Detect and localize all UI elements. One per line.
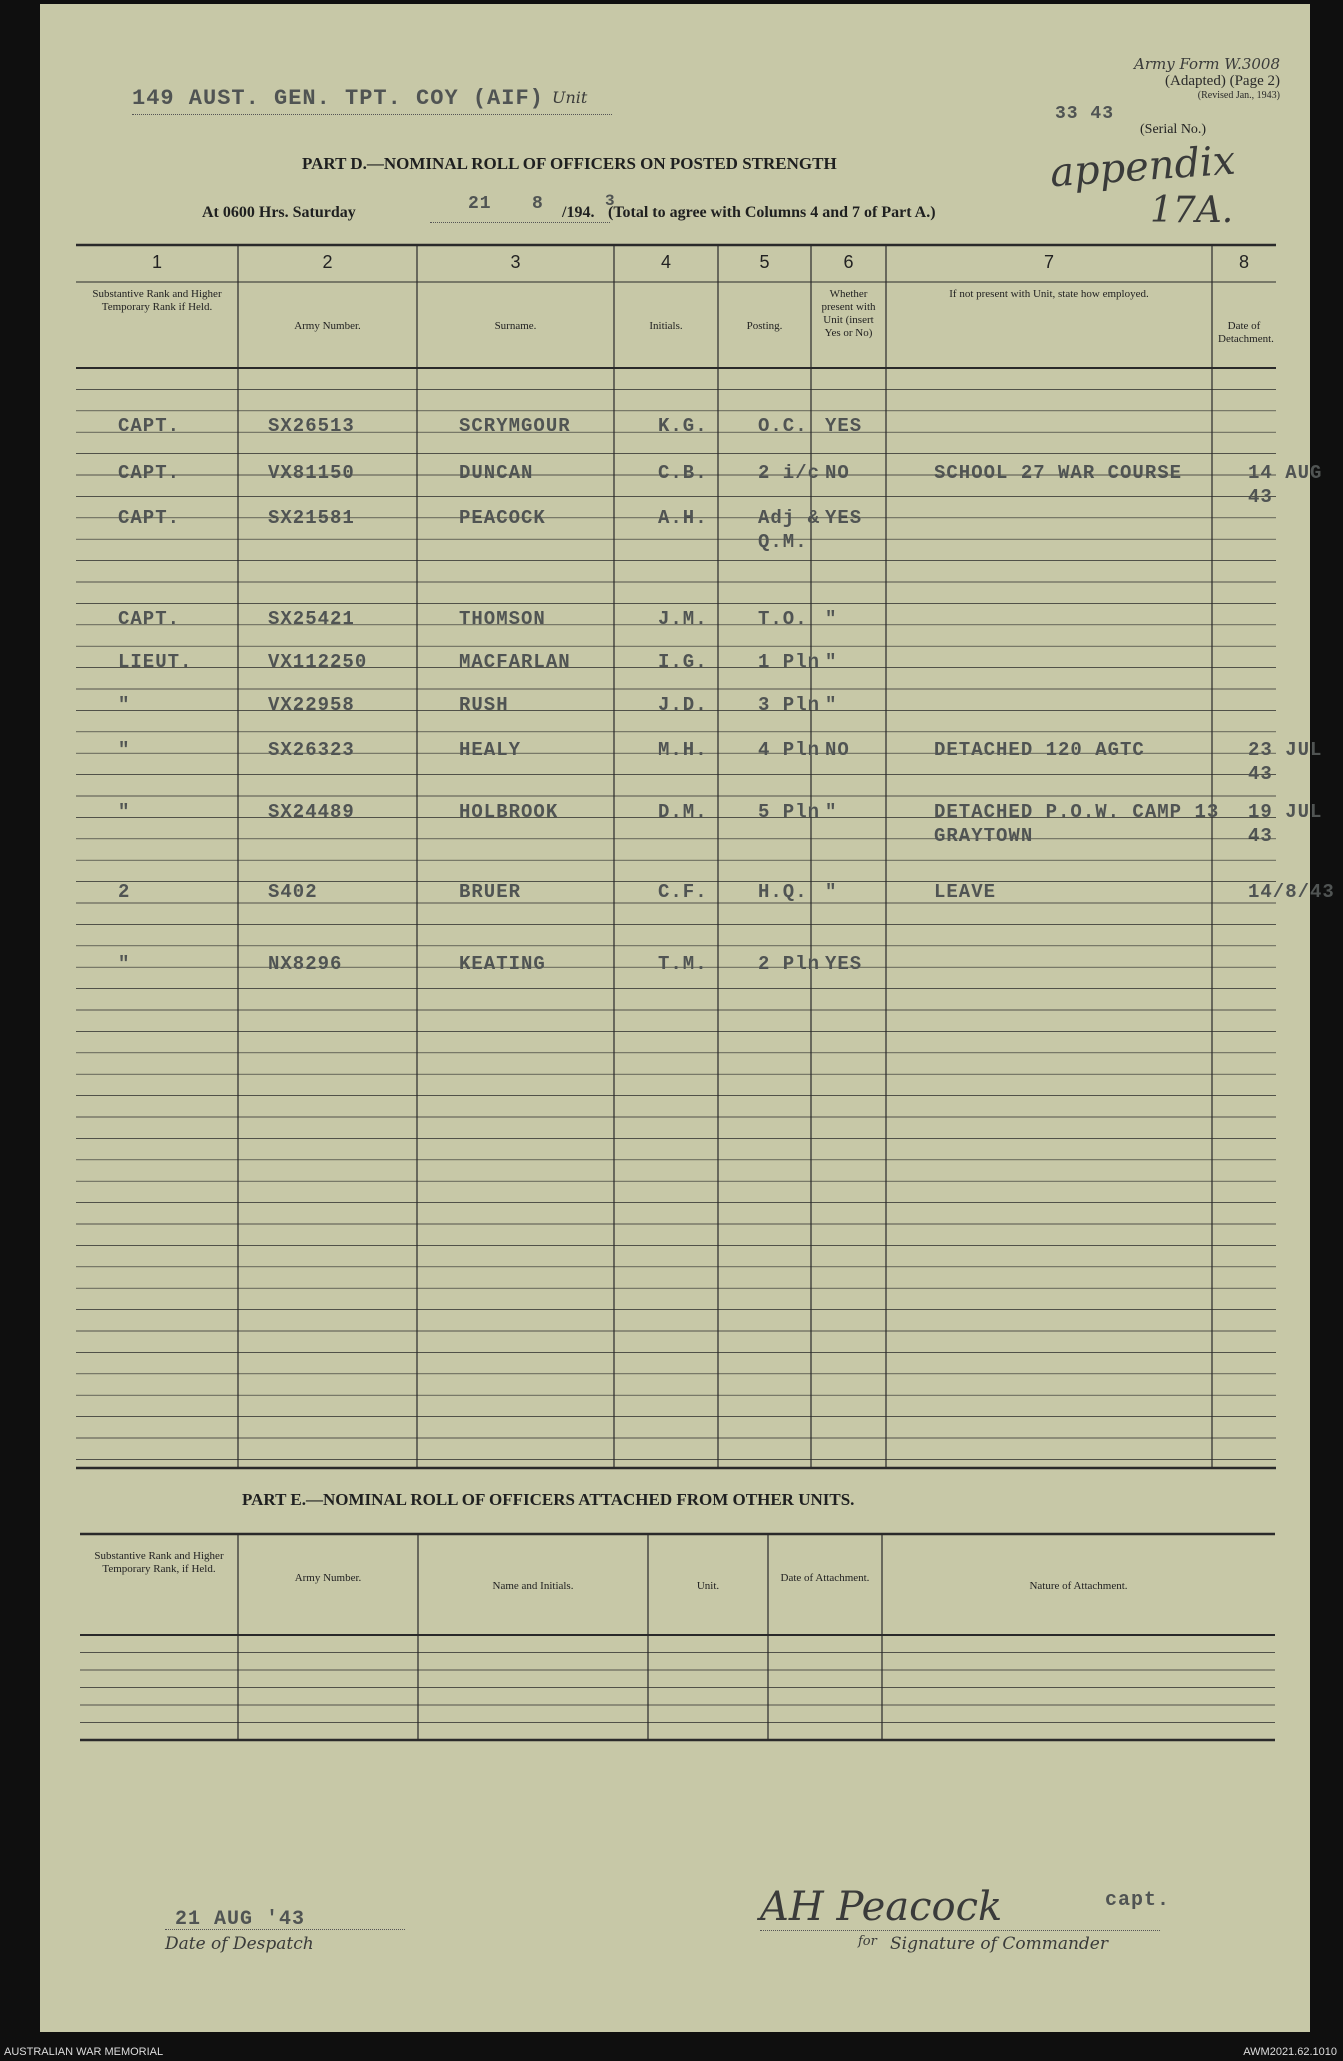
roll-cell-number: SX21581	[268, 507, 355, 529]
column-number: 3	[510, 252, 521, 272]
column-number: 6	[843, 252, 854, 272]
roll-cell-surname: HEALY	[459, 739, 522, 761]
signature-rank: capt.	[1105, 1889, 1171, 1912]
handwritten-ref: 17A.	[1150, 190, 1234, 231]
roll-cell-present: NO	[825, 739, 850, 761]
roll-cell-posting: 2 i/c	[758, 462, 821, 484]
roll-cell-posting: O.C.	[758, 415, 808, 437]
roll-cell-initials: T.M.	[658, 953, 708, 975]
roll-cell-employed: DETACHED P.O.W. CAMP 13 GRAYTOWN	[934, 801, 1220, 847]
handwritten-appendix: appendix	[1048, 137, 1237, 197]
roll-cell-posting: Adj & Q.M.	[758, 507, 821, 553]
part-e-column-header: Name and Initials.	[492, 1580, 574, 1592]
roll-cell-initials: M.H.	[658, 739, 708, 761]
roll-cell-rank: CAPT.	[118, 608, 181, 630]
roll-cell-number: SX25421	[268, 608, 355, 630]
roll-cell-posting: 1 Pln	[758, 651, 821, 673]
despatch-date: 21 AUG '43	[175, 1908, 306, 1931]
roll-cell-number: SX26513	[268, 415, 355, 437]
roll-cell-surname: MACFARLAN	[459, 651, 571, 673]
roll-cell-initials: I.G.	[658, 651, 708, 673]
part-e-table	[80, 1532, 1275, 1742]
roll-cell-surname: HOLBROOK	[459, 801, 559, 823]
roll-cell-date: 19 JUL 43	[1248, 801, 1323, 847]
roll-cell-posting: H.Q.	[758, 881, 808, 903]
part-d-title: PART D.—NOMINAL ROLL OF OFFICERS ON POSTED STRENGTH	[302, 154, 837, 173]
roll-cell-rank: "	[118, 694, 131, 716]
roll-cell-initials: J.D.	[658, 694, 708, 716]
roll-cell-posting: 3 Pln	[758, 694, 821, 716]
roll-cell-rank: "	[118, 953, 131, 975]
roll-cell-number: VX22958	[268, 694, 355, 716]
roll-cell-initials: C.F.	[658, 881, 708, 903]
roll-cell-posting: 2 Pln	[758, 953, 821, 975]
column-number: 2	[322, 252, 333, 272]
roll-cell-employed: SCHOOL 27 WAR COURSE	[934, 462, 1183, 484]
roll-cell-initials: K.G.	[658, 415, 708, 437]
roll-cell-surname: KEATING	[459, 953, 546, 975]
unit-underline	[132, 114, 612, 115]
form-adapted: (Adapted) (Page 2)	[1165, 73, 1280, 89]
roll-cell-number: S402	[268, 881, 318, 903]
roll-cell-present: YES	[825, 507, 863, 529]
roll-cell-initials: J.M.	[658, 608, 708, 630]
at-label: At 0600 Hrs. Saturday	[202, 204, 356, 221]
roll-cell-posting: 5 Pln	[758, 801, 821, 823]
roll-cell-present: YES	[825, 953, 863, 975]
roll-cell-present: "	[825, 801, 838, 823]
roll-cell-date: 14 AUG 43	[1248, 462, 1323, 508]
roll-cell-date: 14/8/43	[1248, 881, 1335, 903]
roll-cell-surname: SCRYMGOUR	[459, 415, 571, 437]
part-e-column-header: Date of Attachment.	[780, 1572, 870, 1584]
column-header: Whether present with Unit (insert Yes or No)	[821, 288, 876, 339]
roll-cell-rank: CAPT.	[118, 415, 181, 437]
archive-right: AWM2021.62.1010	[1243, 2046, 1337, 2058]
part-e-column-header: Nature of Attachment.	[1029, 1580, 1128, 1592]
roll-cell-rank: 2	[118, 881, 131, 903]
column-number: 5	[759, 252, 770, 272]
roll-cell-rank: LIEUT.	[118, 651, 193, 673]
roll-cell-posting: T.O.	[758, 608, 808, 630]
column-header: Substantive Rank and Higher Temporary Rank if Held.	[92, 288, 222, 313]
column-header: Initials.	[649, 320, 683, 332]
roll-cell-initials: A.H.	[658, 507, 708, 529]
part-e-column-header: Substantive Rank and Higher Temporary Rank, if Held.	[94, 1550, 224, 1575]
column-number: 4	[660, 252, 671, 272]
date-underline	[430, 222, 610, 223]
total-note: (Total to agree with Columns 4 and 7 of Part A.)	[608, 204, 936, 221]
date-day: 21	[468, 194, 492, 214]
roll-cell-initials: D.M.	[658, 801, 708, 823]
column-header: Army Number.	[294, 320, 361, 332]
archive-footer	[0, 2032, 1343, 2061]
archive-left: AUSTRALIAN WAR MEMORIAL	[4, 2046, 164, 2058]
column-header: Date of Detachment.	[1218, 320, 1274, 345]
part-d-table	[76, 242, 1335, 1470]
roll-cell-surname: DUNCAN	[459, 462, 534, 484]
date-year-label: /194.	[562, 204, 595, 221]
roll-cell-employed: DETACHED 120 AGTC	[934, 739, 1145, 761]
unit-label: Unit	[552, 88, 588, 107]
roll-cell-number: SX24489	[268, 801, 355, 823]
form-sheet	[40, 4, 1335, 2032]
roll-cell-rank: CAPT.	[118, 507, 181, 529]
part-e-grid	[80, 1532, 1275, 1742]
signature-prefix: for	[858, 1934, 877, 1949]
roll-cell-posting: 4 Pln	[758, 739, 821, 761]
form-info	[1030, 56, 1280, 102]
form-name: Army Form W.3008	[1134, 55, 1280, 73]
commander-signature: AH Peacock	[760, 1884, 1003, 1930]
roll-cell-number: VX81150	[268, 462, 355, 484]
roll-cell-number: NX8296	[268, 953, 343, 975]
roll-cell-surname: PEACOCK	[459, 507, 546, 529]
unit-name: 149 AUST. GEN. TPT. COY (AIF)	[132, 86, 544, 111]
roll-cell-surname: THOMSON	[459, 608, 546, 630]
column-header: Surname.	[494, 320, 537, 332]
roll-cell-surname: BRUER	[459, 881, 522, 903]
column-header: If not present with Unit, state how employed.	[949, 288, 1149, 300]
column-number: 7	[1043, 252, 1054, 272]
roll-cell-present: NO	[825, 462, 850, 484]
roll-cell-initials: C.B.	[658, 462, 708, 484]
roll-cell-surname: RUSH	[459, 694, 509, 716]
roll-cell-present: YES	[825, 415, 863, 437]
signature-underline	[760, 1930, 1160, 1931]
roll-cell-number: SX26323	[268, 739, 355, 761]
part-e-title: PART E.—NOMINAL ROLL OF OFFICERS ATTACHED FROM OTHER UNITS.	[242, 1490, 855, 1509]
roll-cell-employed: LEAVE	[934, 881, 997, 903]
roll-cell-present: "	[825, 608, 838, 630]
form-revised: (Revised Jan., 1943)	[1197, 90, 1280, 101]
date-year-digit: 3	[605, 192, 616, 210]
column-number: 8	[1238, 252, 1249, 272]
roll-cell-present: "	[825, 694, 838, 716]
roll-cell-rank: "	[118, 739, 131, 761]
roll-cell-number: VX112250	[268, 651, 368, 673]
part-e-column-header: Unit.	[696, 1580, 720, 1592]
date-month: 8	[532, 194, 544, 214]
roll-cell-rank: CAPT.	[118, 462, 181, 484]
roll-cell-date: 23 JUL 43	[1248, 739, 1323, 785]
roll-cell-present: "	[825, 651, 838, 673]
serial-value: 33 43	[1055, 104, 1115, 124]
signature-label: Signature of Commander	[890, 1934, 1108, 1954]
column-header: Posting.	[746, 320, 783, 332]
despatch-label: Date of Despatch	[165, 1934, 314, 1954]
part-e-column-header: Army Number.	[294, 1572, 362, 1584]
serial-label: (Serial No.)	[1140, 122, 1207, 137]
column-number: 1	[151, 252, 162, 272]
roll-cell-rank: "	[118, 801, 131, 823]
roll-cell-present: "	[825, 881, 838, 903]
despatch-underline	[165, 1929, 405, 1930]
